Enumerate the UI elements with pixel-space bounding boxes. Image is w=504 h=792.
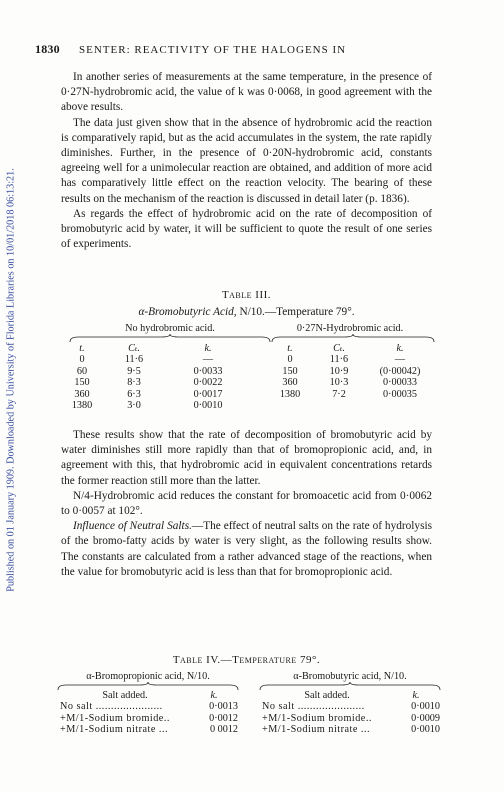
cell: +M/1-Sodium bromide.. (60, 712, 170, 724)
cell: 10·3 (329, 377, 349, 389)
table4-group-right: α-Bromobutyric acid, N/10. (293, 671, 407, 682)
column-header-t: t. (287, 343, 293, 354)
cell: 0·0010 (411, 701, 440, 713)
body-text-middle (61, 428, 432, 580)
paragraph-rest: —The effect of neutral salts on the rate of hydrolysis of the bromo-fatty acids by water is very slight, as the following results show. The constants are calculated from a rather advanced stage of the reactions, when the value for bromobutyric acid is less than that for bromopropionic acid. (61, 520, 432, 578)
table3-group-left: No hydrobromic acid. (125, 323, 215, 334)
cell: +M/1-Sodium bromide.. (262, 712, 372, 724)
cell: 360 (282, 377, 298, 389)
table-row (60, 377, 252, 388)
cell: 150 (282, 365, 298, 377)
cell: — (202, 354, 214, 366)
table-row (60, 389, 252, 400)
cell: +M/1-Sodium nitrate ... (60, 724, 169, 736)
cell: 60 (76, 365, 88, 377)
cell: 0·0033 (193, 365, 223, 377)
table4-group-left: α-Bromopropionic acid, N/10. (86, 671, 210, 682)
table3-subtitle-rest: N/10.—Temperature 79°. (236, 306, 355, 318)
column-header-k: k. (204, 343, 212, 354)
cell: 0·0009 (411, 712, 440, 724)
cell: 0·0013 (209, 701, 238, 713)
cell: 1380 (279, 388, 301, 400)
column-header-k: k. (396, 343, 404, 354)
cell: 0·00035 (383, 388, 417, 400)
table-row (60, 354, 252, 365)
cell: 11·6 (124, 354, 144, 366)
cell: 0·00033 (383, 377, 417, 389)
download-watermark-text: Published on 01 January 1909. Downloaded by University of Florida Libraries on 10/01/2018 06:13:21. (5, 168, 17, 592)
cell: 0·0010 (411, 724, 440, 736)
table-header-row (270, 343, 432, 354)
table3-subtitle (61, 306, 432, 318)
column-header-k: k. (412, 690, 420, 701)
table3-caption: Table III. (221, 289, 272, 301)
table-header-row (60, 343, 252, 354)
table-row (60, 713, 238, 724)
table-row (60, 701, 238, 712)
table-header-row (262, 690, 440, 701)
table3-left (60, 343, 252, 411)
table-row (262, 701, 440, 712)
cell: 150 (74, 377, 90, 389)
table-row (270, 354, 432, 365)
column-header-salt: Salt added. (304, 690, 350, 701)
table4-caption: Table IV.—Temperature 79°. (172, 654, 321, 666)
table-row (270, 366, 432, 377)
page-number: 1830 (35, 42, 60, 56)
paragraph (61, 519, 432, 580)
cell: 9·5 (127, 365, 141, 377)
table-row (60, 366, 252, 377)
body-text-top (61, 70, 432, 252)
cell: 0 (79, 354, 85, 366)
cell: 0·0010 (193, 400, 223, 412)
cell: 0·0017 (193, 388, 223, 400)
table3-right (270, 343, 432, 400)
cell: 0·0022 (193, 377, 223, 389)
cell: (0·00042) (379, 365, 421, 377)
cell: No salt ...................... (262, 701, 365, 713)
cell: — (394, 354, 406, 366)
cell: +M/1-Sodium nitrate ... (262, 724, 371, 736)
cell: 0 0012 (209, 724, 238, 736)
table3-group-right: 0·27N-Hydrobromic acid. (296, 323, 404, 334)
cell: 0·0012 (209, 712, 238, 724)
cell: 1380 (71, 400, 93, 412)
paragraph: As regards the effect of hydrobromic acid on the rate of decomposition of bromobutyric acid by water, it will be sufficient to quote the result of one series of experiments. (61, 207, 432, 251)
section-heading-italic: Influence of Neutral Salts. (73, 520, 192, 533)
cell: 0 (287, 354, 293, 366)
cell: 10·9 (329, 365, 349, 377)
page-header (35, 42, 435, 57)
table3-subtitle-italic: α-Bromobutyric Acid, (138, 306, 237, 318)
table-header-row (60, 690, 238, 701)
cell: 8·3 (127, 377, 141, 389)
table-row (270, 377, 432, 388)
column-header-ct: Cₜ. (333, 343, 345, 354)
table-row (60, 724, 238, 735)
table4-left (60, 690, 238, 736)
column-header-t: t. (79, 343, 85, 354)
paragraph: In another series of measurements at the same temperature, in the presence of 0·27N-hydrobromic acid, the value of k was 0·0068, in good agreement with the above results. (61, 71, 432, 114)
table-row (60, 400, 252, 411)
table-row (262, 713, 440, 724)
column-header-ct: Cₜ. (128, 343, 140, 354)
paragraph: The data just given show that in the absence of hydrobromic acid the reaction is comparatively rapid, but as the acid accumulates in the system, the rate rapidly diminishes. Further, in the presence of 0·20N-hydrobromic acid, constants agreeing well for a unimolecular reaction are obtained, and addition of more acid has comparatively little effect on the reaction velocity. The bearing of these results on the mechanism of the reaction is discussed in detail later (p. 1836). (61, 116, 432, 205)
cell: 6·3 (127, 388, 141, 400)
paragraph: N/4-Hydrobromic acid reduces the constant for bromoacetic acid from 0·0062 to 0·0057 at 102°. (61, 489, 432, 518)
table4-right (262, 690, 440, 736)
download-watermark (3, 40, 19, 720)
table-row (270, 389, 432, 400)
cell: 7·2 (332, 388, 346, 400)
column-header-salt: Salt added. (102, 690, 148, 701)
cell: No salt ...................... (60, 701, 163, 713)
table-row (262, 724, 440, 735)
paragraph: These results show that the rate of decomposition of bromobutyric acid by water diminishes still more rapidly than that of bromopropionic acid, and, in agreement with this, that hydrobromic acid in equivalent concentrations retards the former reaction still more than the latter. (61, 429, 432, 487)
cell: 360 (74, 388, 90, 400)
column-header-k: k. (210, 690, 218, 701)
cell: 11·6 (329, 354, 349, 366)
cell: 3·0 (127, 400, 141, 412)
running-title: SENTER: REACTIVITY OF THE HALOGENS IN (79, 44, 347, 56)
